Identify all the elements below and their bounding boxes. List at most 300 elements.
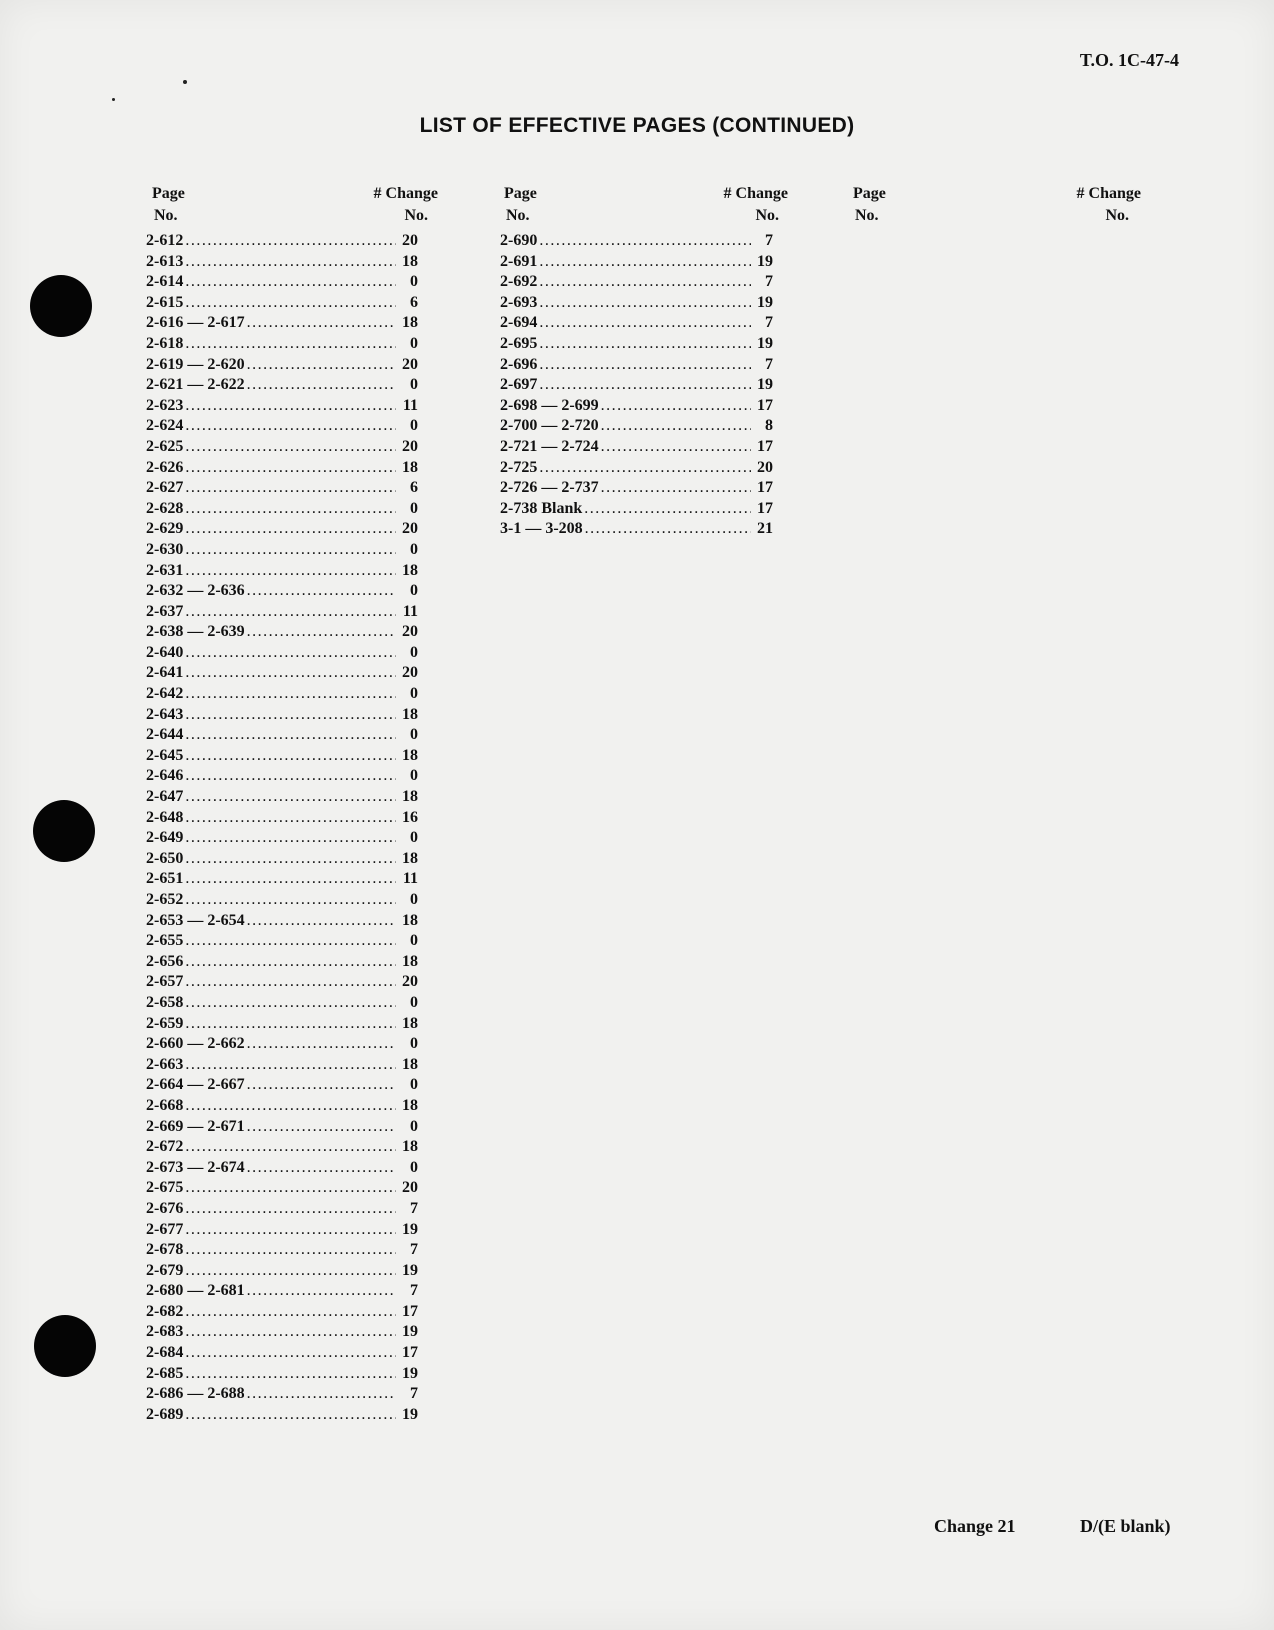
change-number: 20 <box>402 1179 418 1197</box>
effective-page-row <box>146 1199 418 1220</box>
effective-page-row <box>500 272 773 293</box>
page-number: 2-676 <box>146 1199 184 1217</box>
change-number: 6 <box>410 479 418 497</box>
page-number: 2-693 <box>500 293 538 311</box>
page-number: 2-658 <box>146 993 184 1011</box>
change-number: 0 <box>410 1035 418 1053</box>
effective-page-row <box>146 828 418 849</box>
change-number: 0 <box>410 582 418 600</box>
effective-page-row <box>500 519 773 540</box>
effective-page-row <box>146 746 418 767</box>
effective-page-row <box>146 663 418 684</box>
page-number: 2-695 <box>500 334 538 352</box>
page-number: 2-653 — 2-654 <box>146 911 245 929</box>
punch-hole-bottom <box>34 1315 96 1377</box>
change-number: 19 <box>402 1261 418 1279</box>
dot-leader <box>247 313 396 334</box>
dot-leader <box>185 1137 396 1158</box>
dot-leader <box>185 602 396 623</box>
page-number: 3-1 — 3-208 <box>500 520 583 538</box>
change-number: 18 <box>402 561 418 579</box>
page-number: 2-640 <box>146 643 184 661</box>
rows <box>500 231 773 540</box>
page-number: 2-692 <box>500 273 538 291</box>
page-number: 2-629 <box>146 520 184 538</box>
change-number: 0 <box>410 932 418 950</box>
header-page-no: No. <box>154 207 178 224</box>
dot-leader <box>601 478 751 499</box>
punch-hole-top <box>30 275 92 337</box>
change-number: 7 <box>765 232 773 249</box>
effective-page-row <box>146 622 418 643</box>
effective-page-row <box>500 293 773 314</box>
change-number: 18 <box>402 911 418 929</box>
dot-leader <box>539 355 751 376</box>
dot-leader <box>185 849 396 870</box>
change-number: 19 <box>757 334 773 352</box>
effective-page-row <box>146 252 418 273</box>
effective-page-row <box>146 1343 418 1364</box>
dot-leader <box>185 643 396 664</box>
page-number: 2-668 <box>146 1096 184 1114</box>
dot-leader <box>185 416 396 437</box>
change-number: 0 <box>410 829 418 847</box>
page-number: 2-694 <box>500 314 538 332</box>
page-number: 2-677 <box>146 1220 184 1238</box>
change-number: 0 <box>410 1117 418 1135</box>
page-number: 2-664 — 2-667 <box>146 1076 245 1094</box>
footer-page-number: D/(E blank) <box>1080 1516 1171 1536</box>
page-number: 2-680 — 2-681 <box>146 1282 245 1300</box>
effective-page-row <box>146 931 418 952</box>
change-number: 11 <box>402 602 418 620</box>
dot-leader <box>247 1384 396 1405</box>
header-change: # Change <box>1076 185 1141 202</box>
page-number: 2-691 <box>500 252 538 270</box>
change-number: 18 <box>402 458 418 476</box>
page-number: 2-697 <box>500 376 538 394</box>
dot-leader <box>185 1261 396 1282</box>
speck <box>112 98 115 101</box>
change-number: 20 <box>402 973 418 991</box>
change-number: 6 <box>410 293 418 311</box>
change-number: 18 <box>402 952 418 970</box>
effective-page-row <box>146 684 418 705</box>
page-number: 2-685 <box>146 1364 184 1382</box>
effective-page-row <box>146 416 418 437</box>
change-number: 17 <box>757 479 773 497</box>
effective-page-row <box>146 869 418 890</box>
effective-page-row <box>500 458 773 479</box>
effective-page-row <box>146 787 418 808</box>
effective-page-row <box>146 705 418 726</box>
effective-page-row <box>146 1014 418 1035</box>
dot-leader <box>185 869 396 890</box>
dot-leader <box>185 931 396 952</box>
page-number: 2-649 <box>146 829 184 847</box>
change-number: 11 <box>402 396 418 414</box>
page-number: 2-673 — 2-674 <box>146 1158 245 1176</box>
effective-page-row <box>500 416 773 437</box>
change-number: 11 <box>402 870 418 888</box>
change-number: 17 <box>757 437 773 455</box>
page-number: 2-619 — 2-620 <box>146 355 245 373</box>
dot-leader <box>185 746 396 767</box>
change-number: 17 <box>402 1344 418 1362</box>
dot-leader <box>247 622 396 643</box>
change-number: 7 <box>765 273 773 291</box>
dot-leader <box>185 1240 396 1261</box>
change-number: 7 <box>410 1199 418 1217</box>
page-number: 2-616 — 2-617 <box>146 314 245 332</box>
page-number: 2-679 <box>146 1261 184 1279</box>
dot-leader <box>185 1096 396 1117</box>
change-number: 19 <box>402 1364 418 1382</box>
change-number: 0 <box>410 993 418 1011</box>
effective-page-row <box>146 643 418 664</box>
page-number: 2-660 — 2-662 <box>146 1035 245 1053</box>
page-number: 2-642 <box>146 685 184 703</box>
change-number: 18 <box>402 1096 418 1114</box>
page-number: 2-651 <box>146 870 184 888</box>
page-number: 2-656 <box>146 952 184 970</box>
dot-leader <box>247 1075 396 1096</box>
dot-leader <box>185 540 396 561</box>
dot-leader <box>247 355 396 376</box>
page-number: 2-725 <box>500 458 538 476</box>
column-header <box>851 183 1141 231</box>
effective-page-row <box>146 890 418 911</box>
change-number: 19 <box>757 293 773 311</box>
effective-page-row <box>146 1178 418 1199</box>
change-number: 20 <box>757 458 773 476</box>
effective-page-row <box>500 499 773 520</box>
dot-leader <box>185 1364 396 1385</box>
dot-leader <box>539 272 751 293</box>
dot-leader <box>539 313 751 334</box>
page-number: 2-682 <box>146 1302 184 1320</box>
change-number: 20 <box>402 520 418 538</box>
effective-page-row <box>146 972 418 993</box>
column-header <box>500 183 788 231</box>
speck <box>183 80 187 84</box>
dot-leader <box>185 1014 396 1035</box>
page-number: 2-614 <box>146 273 184 291</box>
change-number: 0 <box>410 1158 418 1176</box>
change-number: 18 <box>402 252 418 270</box>
header-change: # Change <box>723 185 788 202</box>
change-number: 0 <box>410 685 418 703</box>
dot-leader <box>247 581 396 602</box>
change-number: 0 <box>410 376 418 394</box>
page-number: 2-659 <box>146 1014 184 1032</box>
change-number: 19 <box>402 1220 418 1238</box>
effective-page-row <box>146 334 418 355</box>
dot-leader <box>185 499 396 520</box>
dot-leader <box>185 1220 396 1241</box>
effective-page-row <box>146 499 418 520</box>
header-page-no: No. <box>506 207 530 224</box>
page-number: 2-650 <box>146 849 184 867</box>
effective-page-row <box>146 1384 418 1405</box>
dot-leader <box>601 396 751 417</box>
effective-page-row <box>146 993 418 1014</box>
effective-page-row <box>146 1117 418 1138</box>
header-page: Page <box>152 185 185 202</box>
page-number: 2-637 <box>146 602 184 620</box>
header-page: Page <box>853 185 886 202</box>
column-header <box>146 183 438 231</box>
page-number: 2-618 <box>146 334 184 352</box>
page-number: 2-631 <box>146 561 184 579</box>
header-change-no: No. <box>1105 207 1129 224</box>
effective-page-row <box>146 952 418 973</box>
dot-leader <box>185 1199 396 1220</box>
dot-leader <box>185 334 396 355</box>
change-number: 17 <box>757 396 773 414</box>
dot-leader <box>185 478 396 499</box>
change-number: 20 <box>402 232 418 249</box>
effective-page-row <box>146 540 418 561</box>
page-number: 2-696 <box>500 355 538 373</box>
dot-leader <box>185 252 396 273</box>
page-number: 2-623 <box>146 396 184 414</box>
change-number: 7 <box>410 1385 418 1403</box>
page-number: 2-613 <box>146 252 184 270</box>
effective-page-row <box>146 1364 418 1385</box>
effective-page-row <box>500 252 773 273</box>
change-number: 18 <box>402 849 418 867</box>
effective-page-row <box>146 766 418 787</box>
change-number: 20 <box>402 623 418 641</box>
page-number: 2-655 <box>146 932 184 950</box>
page-number: 2-690 <box>500 232 538 249</box>
change-number: 19 <box>402 1323 418 1341</box>
page-number: 2-643 <box>146 705 184 723</box>
change-number: 18 <box>402 788 418 806</box>
page-number: 2-624 <box>146 417 184 435</box>
effective-page-row <box>146 375 418 396</box>
change-number: 20 <box>402 355 418 373</box>
change-number: 7 <box>410 1241 418 1259</box>
effective-page-row <box>146 231 418 252</box>
dot-leader <box>185 808 396 829</box>
page-number: 2-689 <box>146 1405 184 1423</box>
change-number: 18 <box>402 1055 418 1073</box>
page-number: 2-615 <box>146 293 184 311</box>
change-number: 7 <box>765 314 773 332</box>
effective-page-row <box>146 293 418 314</box>
page-number: 2-645 <box>146 746 184 764</box>
page-number: 2-638 — 2-639 <box>146 623 245 641</box>
rows <box>146 231 418 1425</box>
page-number: 2-738 Blank <box>500 499 583 517</box>
page-number: 2-700 — 2-720 <box>500 417 599 435</box>
change-number: 18 <box>402 1014 418 1032</box>
dot-leader <box>247 1034 396 1055</box>
change-number: 0 <box>410 726 418 744</box>
effective-page-row <box>146 1137 418 1158</box>
change-number: 18 <box>402 314 418 332</box>
dot-leader <box>185 396 396 417</box>
dot-leader <box>185 890 396 911</box>
effective-page-row <box>146 1322 418 1343</box>
dot-leader <box>247 911 396 932</box>
effective-page-row <box>146 725 418 746</box>
change-number: 7 <box>410 1282 418 1300</box>
change-number: 18 <box>402 705 418 723</box>
page-number: 2-626 <box>146 458 184 476</box>
dot-leader <box>185 458 396 479</box>
header-page: Page <box>504 185 537 202</box>
effective-page-row <box>146 1055 418 1076</box>
effective-pages-column-2 <box>500 183 788 540</box>
effective-page-row <box>146 1034 418 1055</box>
change-number: 0 <box>410 643 418 661</box>
effective-page-row <box>146 313 418 334</box>
effective-page-row <box>146 1302 418 1323</box>
change-number: 18 <box>402 746 418 764</box>
effective-page-row <box>146 1158 418 1179</box>
change-number: 19 <box>757 252 773 270</box>
effective-page-row <box>146 519 418 540</box>
dot-leader <box>539 252 751 273</box>
dot-leader <box>185 705 396 726</box>
effective-page-row <box>500 334 773 355</box>
effective-page-row <box>146 1261 418 1282</box>
effective-page-row <box>500 313 773 334</box>
page-number: 2-627 <box>146 479 184 497</box>
page-number: 2-675 <box>146 1179 184 1197</box>
effective-page-row <box>146 437 418 458</box>
dot-leader <box>185 1178 396 1199</box>
effective-page-row <box>146 911 418 932</box>
dot-leader <box>185 519 396 540</box>
effective-page-row <box>146 1220 418 1241</box>
dot-leader <box>247 1158 396 1179</box>
page-number: 2-648 <box>146 808 184 826</box>
dot-leader <box>247 1281 396 1302</box>
effective-page-row <box>500 396 773 417</box>
change-number: 0 <box>410 499 418 517</box>
effective-page-row <box>146 561 418 582</box>
effective-page-row <box>146 478 418 499</box>
technical-order-number: T.O. 1C-47-4 <box>1079 50 1179 70</box>
dot-leader <box>185 725 396 746</box>
page-number: 2-678 <box>146 1241 184 1259</box>
page-number: 2-672 <box>146 1138 184 1156</box>
effective-page-row <box>146 272 418 293</box>
page-number: 2-646 <box>146 767 184 785</box>
page-number: 2-726 — 2-737 <box>500 479 599 497</box>
dot-leader <box>185 561 396 582</box>
change-number: 0 <box>410 540 418 558</box>
footer-change-number: Change 21 <box>934 1516 1016 1536</box>
page-number: 2-644 <box>146 726 184 744</box>
change-number: 19 <box>402 1405 418 1423</box>
dot-leader <box>539 293 751 314</box>
page-number: 2-686 — 2-688 <box>146 1385 245 1403</box>
change-number: 21 <box>757 520 773 538</box>
change-number: 0 <box>410 334 418 352</box>
change-number: 20 <box>402 437 418 455</box>
effective-page-row <box>146 1405 418 1426</box>
page-number: 2-684 <box>146 1344 184 1362</box>
dot-leader <box>539 334 751 355</box>
effective-page-row <box>146 355 418 376</box>
page-number: 2-625 <box>146 437 184 455</box>
page-number: 2-721 — 2-724 <box>500 437 599 455</box>
effective-page-row <box>146 1281 418 1302</box>
dot-leader <box>539 231 751 252</box>
effective-pages-column-3 <box>851 183 1141 231</box>
header-change-no: No. <box>755 207 779 224</box>
dot-leader <box>185 828 396 849</box>
change-number: 17 <box>757 499 773 517</box>
change-number: 0 <box>410 891 418 908</box>
page-number: 2-698 — 2-699 <box>500 396 599 414</box>
effective-page-row <box>146 581 418 602</box>
dot-leader <box>185 272 396 293</box>
page-number: 2-621 — 2-622 <box>146 376 245 394</box>
dot-leader <box>539 458 751 479</box>
change-number: 0 <box>410 1076 418 1094</box>
dot-leader <box>601 416 751 437</box>
effective-page-row <box>500 375 773 396</box>
dot-leader <box>185 684 396 705</box>
change-number: 19 <box>757 376 773 394</box>
header-change-no: No. <box>404 207 428 224</box>
dot-leader <box>185 787 396 808</box>
dot-leader <box>185 1405 396 1426</box>
dot-leader <box>185 437 396 458</box>
page-number: 2-632 — 2-636 <box>146 582 245 600</box>
effective-pages-column-1 <box>146 183 438 1425</box>
effective-page-row <box>146 808 418 829</box>
dot-leader <box>601 437 751 458</box>
page-number: 2-641 <box>146 664 184 682</box>
change-number: 7 <box>765 355 773 373</box>
change-number: 16 <box>402 808 418 826</box>
dot-leader <box>185 293 396 314</box>
effective-page-row <box>500 231 773 252</box>
dot-leader <box>585 519 751 540</box>
dot-leader <box>185 231 396 252</box>
page-number: 2-647 <box>146 788 184 806</box>
dot-leader <box>539 375 751 396</box>
header-change: # Change <box>373 185 438 202</box>
dot-leader <box>247 1117 396 1138</box>
effective-page-row <box>146 458 418 479</box>
change-number: 0 <box>410 417 418 435</box>
dot-leader <box>185 1302 396 1323</box>
change-number: 8 <box>765 417 773 435</box>
page-number: 2-663 <box>146 1055 184 1073</box>
effective-page-row <box>146 849 418 870</box>
effective-page-row <box>500 355 773 376</box>
dot-leader <box>185 663 396 684</box>
change-number: 0 <box>410 767 418 785</box>
effective-page-row <box>146 396 418 417</box>
change-number: 0 <box>410 273 418 291</box>
dot-leader <box>584 499 751 520</box>
dot-leader <box>185 1343 396 1364</box>
dot-leader <box>185 1055 396 1076</box>
effective-page-row <box>146 1240 418 1261</box>
dot-leader <box>185 1322 396 1343</box>
dot-leader <box>185 766 396 787</box>
page-title: LIST OF EFFECTIVE PAGES (CONTINUED) <box>419 114 855 137</box>
